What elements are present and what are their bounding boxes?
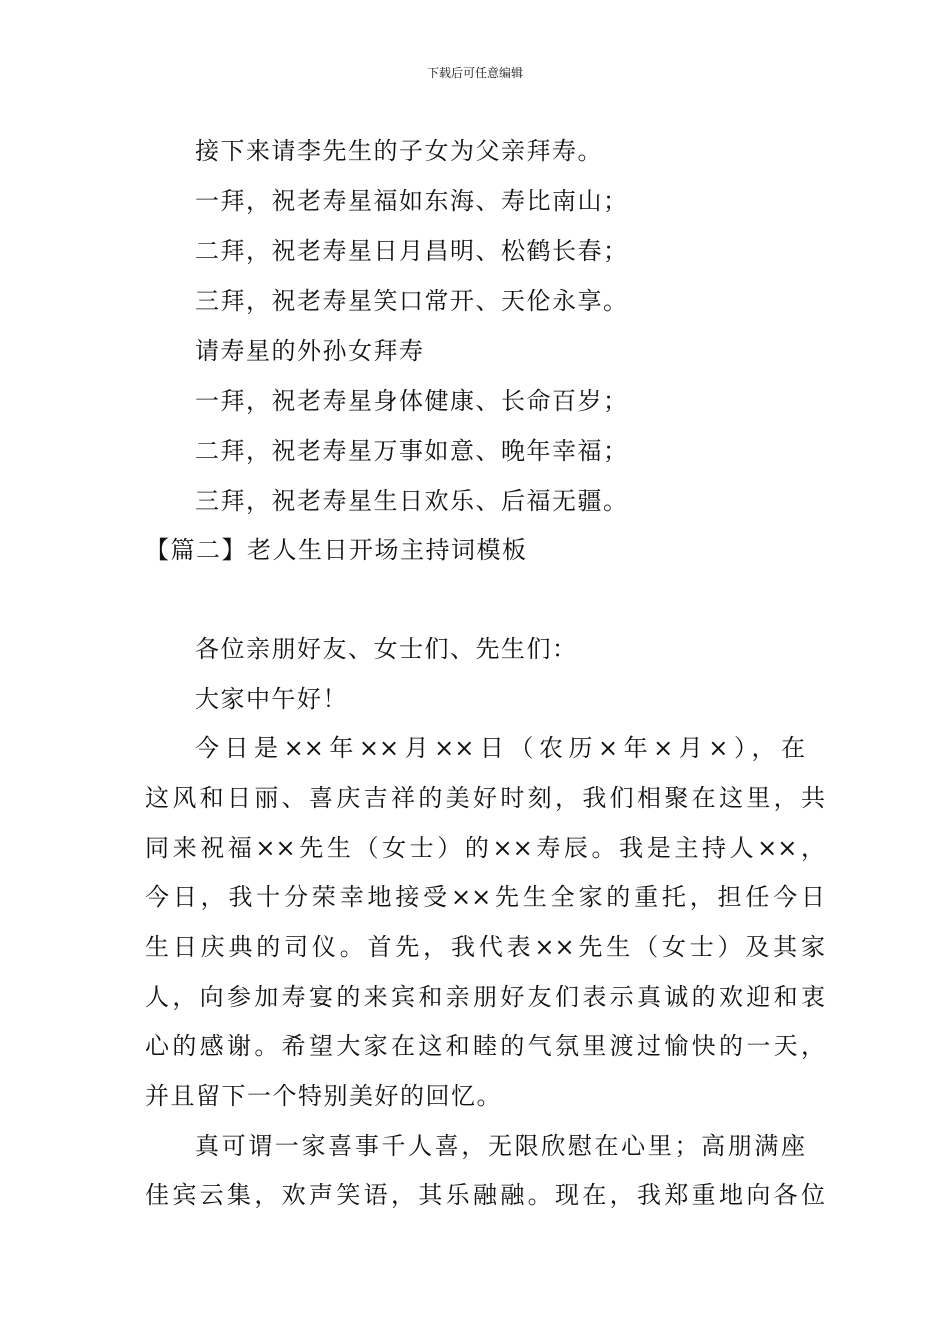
text-line: 一拜，祝老寿星福如东海、寿比南山； [195,187,629,215]
paragraph-line: 并且留下一个特别美好的回忆。 [145,1082,502,1110]
paragraph-line: 同来祝福××先生（女士）的××寿辰。我是主持人××， [145,834,825,862]
paragraph-line: 心的感谢。希望大家在这和睦的气氛里渡过愉快的一天， [145,1032,825,1060]
paragraph-line: 佳宾云集，欢声笑语，其乐融融。现在，我郑重地向各位 [145,1181,825,1209]
paragraph-line: 真可谓一家喜事千人喜，无限欣慰在心里；高朋满座 [195,1132,805,1160]
text-line: 请寿星的外孙女拜寿 [195,337,425,365]
text-line: 一拜，祝老寿星身体健康、长命百岁； [195,387,629,415]
greeting-line: 各位亲朋好友、女士们、先生们： [195,635,578,663]
paragraph-line: 今日是××年××月××日（农历×年×月×），在 [195,734,805,762]
paragraph-line: 这风和日丽、喜庆吉祥的美好时刻，我们相聚在这里，共 [145,784,825,812]
text-line: 三拜，祝老寿星笑口常开、天伦永享。 [195,287,629,315]
page-header-note: 下载后可任意编辑 [426,66,523,80]
text-line: 三拜，祝老寿星生日欢乐、后福无疆。 [195,487,629,515]
paragraph-line: 人，向参加寿宴的来宾和亲朋好友们表示真诚的欢迎和衷 [145,983,825,1011]
text-line: 接下来请李先生的子女为父亲拜寿。 [195,137,603,165]
paragraph-line: 今日，我十分荣幸地接受××先生全家的重托，担任今日 [145,883,825,911]
section-heading: 【篇二】老人生日开场主持词模板 [145,536,528,564]
text-line: 二拜，祝老寿星万事如意、晚年幸福； [195,437,629,465]
greeting-line: 大家中午好！ [195,685,348,713]
paragraph-line: 生日庆典的司仪。首先，我代表××先生（女士）及其家 [145,933,825,961]
text-line: 二拜，祝老寿星日月昌明、松鹤长春； [195,237,629,265]
